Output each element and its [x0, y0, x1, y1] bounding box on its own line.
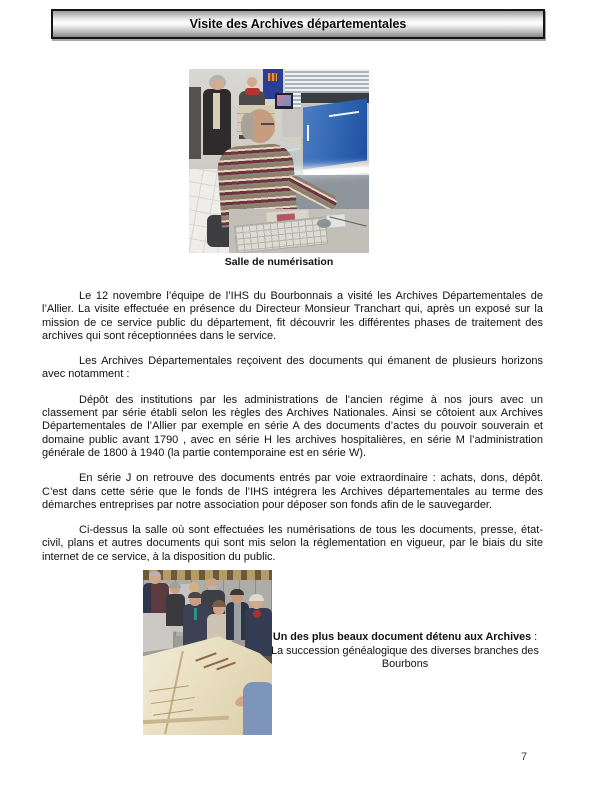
- caption-colon: :: [531, 631, 538, 643]
- left-visitor-partial: [189, 87, 201, 159]
- visitor-face: [212, 79, 223, 90]
- visitor-blue-jacket-corner: [243, 682, 272, 735]
- visitor-hair: [249, 594, 264, 601]
- caption-bold-part: Un des plus beaux document détenu aux Archives: [272, 631, 532, 643]
- visitor-hair: [188, 592, 202, 598]
- scanner-panel-text: [307, 125, 309, 141]
- top-photo-digitization-room: [189, 69, 369, 253]
- operator-hair: [241, 113, 253, 139]
- paragraph: Le 12 novembre l’équipe de l’IHS du Bourbonnais a visité les Archives Départementales de l’Allier. La visite effectuée en présence du Directeur Monsieur Tranchart qui, après un exposé sur la mission de ce service public du département, fit découvrir les différentes phases de traitement des archives qui sont réceptionnées dans le service.: [42, 290, 543, 342]
- computer-mouse: [317, 219, 331, 228]
- bottom-photo-caption: [260, 631, 550, 672]
- paragraph: En série J on retrouve des documents entrés par voie extraordinaire : achats, dons, dépôt. C’est dans cette série que le fonds de l’IHS intégrera les Archives départementales au terme des démarches entreprises par notre association pour déposer son fonds afin de le sauvegarder.: [42, 472, 543, 511]
- visitor-red-scarf: [245, 88, 260, 95]
- page-title-banner: [51, 9, 545, 39]
- monitor-screen: [277, 95, 291, 106]
- teal-lanyard: [194, 608, 197, 620]
- bottom-photo-genealogy-book: [143, 570, 272, 735]
- operator-glasses: [261, 123, 274, 125]
- crest-logo: [268, 73, 277, 81]
- visitor-hair: [169, 582, 181, 588]
- top-photo-caption: Salle de numérisation: [224, 256, 334, 268]
- visitor-face: [247, 77, 257, 87]
- article-body: [42, 290, 543, 576]
- page-title: Visite des Archives départementales: [189, 17, 407, 31]
- visitor-scarf: [213, 93, 220, 129]
- red-scarf: [253, 610, 261, 618]
- paragraph: Les Archives Départementales reçoivent des documents qui émanent de plusieurs horizons avec notamment :: [42, 355, 543, 381]
- visitor-hair: [230, 589, 244, 595]
- visitor-hair: [212, 600, 226, 607]
- paragraph: Dépôt des institutions par les administrations de l’ancien régime à nos jours avec un classement par série établi selon les règles des Archives Nationales. Ainsi se côtoient aux Archives Départementales de l’Allier par exemple en série A des documents d’actes du pouvoir souverain et domaine public avant 1790 , avec en série H les archives hospitalières, en série M l’administration générale de 1800 à 1940 (la partie contemporaine est en série W).: [42, 393, 543, 459]
- scanner-blue-panel: [303, 99, 367, 170]
- page-number: 7: [520, 751, 528, 763]
- paragraph: Ci-dessus la salle où sont effectuées les numérisations de tous les documents, presse, état-civil, plans et autres documents qui sont mis selon la réglementation en vigueur, par le biais du site internet de ce service, à la disposition du public.: [42, 524, 543, 563]
- caption-normal-part: La succession généalogique des diverses branches des Bourbons: [271, 644, 539, 670]
- visitor-hair: [149, 571, 161, 576]
